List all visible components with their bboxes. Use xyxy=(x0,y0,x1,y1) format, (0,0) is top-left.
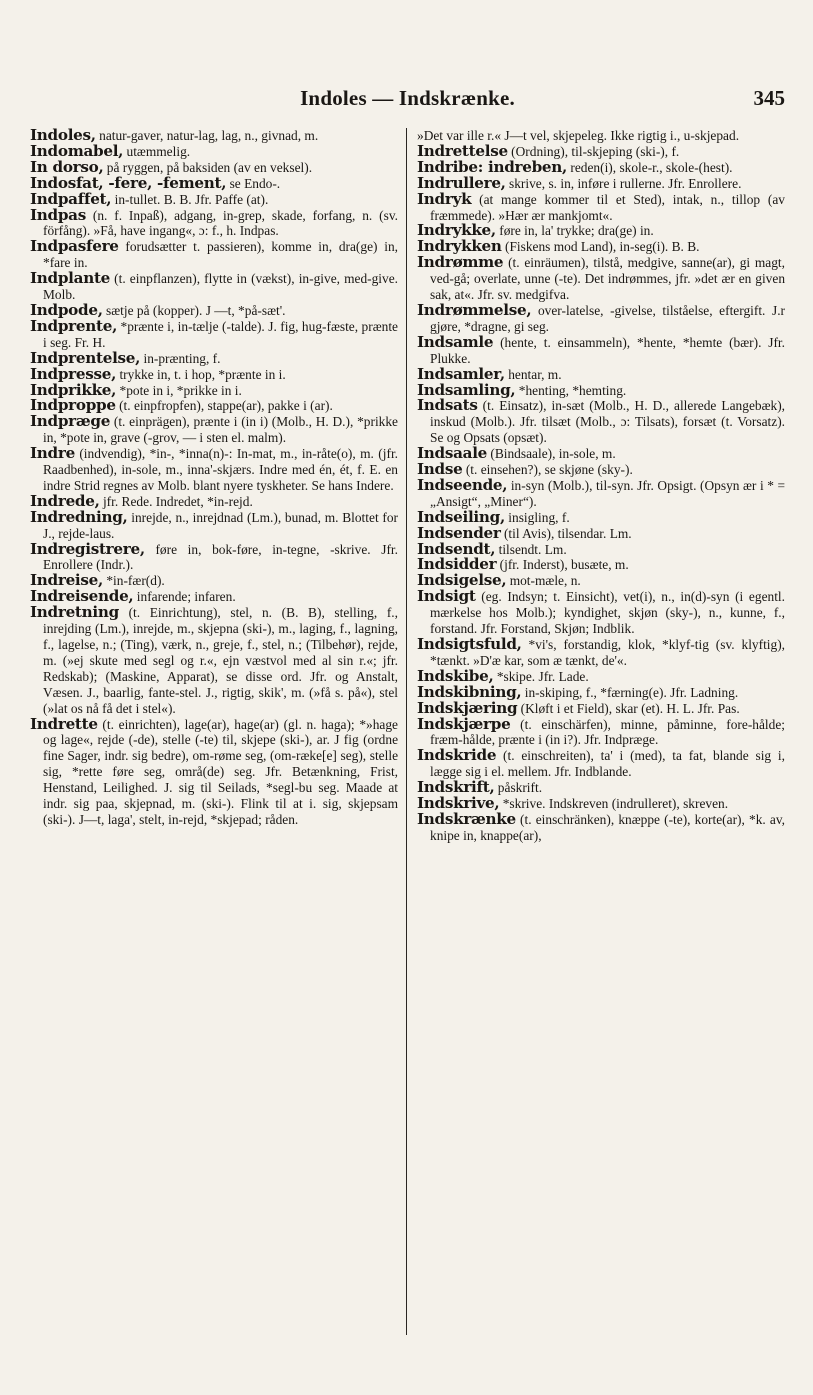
entry-definition: jfr. Rede. Indredet, *in-rejd. xyxy=(99,493,253,509)
entry-headword: Indryk xyxy=(417,189,472,208)
entry-definition: (indvendig), *in-, *inna(n)-: In-mat, m., in-råte(o), m. (jfr. Raadbenhed), in-sole, m., inna'-skjærs. Indre med én, ét, f. E. en indre Strid regnes av Molb. blant nyere tyskheter. Se hans Indere. xyxy=(43,446,399,493)
entry-headword: Indpresse, xyxy=(30,364,117,383)
entry-definition: (eg. Indsyn; t. Einsicht), vet(i), n., in(d)-syn (i egentl. mærkelse hos Molb.); kyndighet, skjøn (sky-), n., kunne, f., forstand. Jfr. Forstand, Skjøn; Indblik. xyxy=(430,589,786,637)
entry-definition: utæmmelig. xyxy=(123,143,191,159)
entry-definition: føre in, la' trykke; dra(ge) in. xyxy=(495,223,654,239)
entry-headword: Indplante xyxy=(30,269,111,288)
entry-definition: in-tullet. B. B. Jfr. Paffe (at). xyxy=(111,191,269,207)
entry-headword: Indrettelse xyxy=(417,141,508,160)
entry-headword: Indseende, xyxy=(417,475,508,494)
entry-definition: (t. einräumen), tilstå, medgive, sanne(ar), gi magt, ved-gå; overlate, unne (-te). Det indrømmes, jfr. »det ær en given sak, at«. Jfr. sv. medgifva. xyxy=(430,255,786,303)
dictionary-entry xyxy=(417,446,785,462)
entry-headword: Indpræge xyxy=(30,412,111,431)
entry-definition: over-latelse, -givelse, tilståelse, eftergift. J.r gjøre, *dragne, gi seg. xyxy=(430,302,786,334)
entry-definition: infarende; infaren. xyxy=(133,589,236,605)
entry-definition: (at mange kommer til et Sted), intak, n., tillop (av fræmmede). »Hær ær mankjomt«. xyxy=(430,191,786,223)
entry-headword: Indpode, xyxy=(30,300,103,319)
text-columns xyxy=(30,128,785,1335)
entry-headword: Indprentelse, xyxy=(30,348,141,367)
entry-headword: Indskrive, xyxy=(417,794,500,813)
entry-headword: Indpasfere xyxy=(30,237,119,256)
entry-headword: Indsats xyxy=(417,396,478,415)
entry-definition: (t. einschärfen), minne, påminne, fore-hålde; fræm-hålde, prænte i (in i?). Jfr. Indpræge. xyxy=(430,716,786,748)
entry-definition: *henting, *hemting. xyxy=(515,382,627,398)
dictionary-entry xyxy=(30,239,398,271)
entry-definition: på ryggen, på baksiden (av en veksel). xyxy=(103,159,313,175)
entry-headword: Indsidder xyxy=(417,555,497,574)
entry-headword: Indsigelse, xyxy=(417,571,507,590)
entry-headword: Indoles, xyxy=(30,128,96,144)
entry-definition: (jfr. Inderst), busæte, m. xyxy=(496,557,629,573)
entry-headword: Indskjærpe xyxy=(417,714,511,733)
entry-definition: (t. einpfropfen), stappe(ar), pakke i (ar). xyxy=(115,398,333,414)
entry-headword: Indskrift, xyxy=(417,778,495,797)
entry-definition: *pote in i, *prikke in i. xyxy=(116,382,242,398)
entry-definition: skrive, s. in, inføre i rullerne. Jfr. Enrollere. xyxy=(505,175,742,191)
entry-definition: in-prænting, f. xyxy=(140,350,221,366)
entry-headword: Indsamler, xyxy=(417,364,505,383)
dictionary-entry xyxy=(30,714,399,828)
entry-definition: (hente, t. einsammeln), *hente, *hemte (bær). Jfr. Plukke. xyxy=(430,334,786,366)
entry-definition: (Bindsaale), in-sole, m. xyxy=(487,446,616,462)
entry-headword: Indregistrere, xyxy=(30,539,145,558)
entry-definition: (t. Einsatz), in-sæt (Molb., H. D., allerede Langebæk), inskud (Molb.). Jfr. tilsæt (Molb., ɔ: Tilsats), forsæt (t. Vorsatz). Se og Opsats (opsæt). xyxy=(430,398,786,446)
dictionary-entry xyxy=(417,332,786,367)
entry-definition: »Det var ille r.« J—t vel, skjepeleg. Ikke rigtig i., u-skjepad. xyxy=(417,128,740,143)
entry-definition: (Ordning), til-skjeping (ski-), f. xyxy=(507,143,680,159)
dictionary-entry xyxy=(417,809,786,844)
entry-headword: Indpas xyxy=(30,205,86,224)
entry-headword: In dorso, xyxy=(30,157,104,176)
entry-definition: *vi's, forstandig, klok, *klyf-tig (sv. klyftig), *tænkt. »D'æ kar, som æ tænkt, de'«. xyxy=(430,637,786,668)
entry-headword: Indskibning, xyxy=(417,682,522,701)
entry-definition: trykke in, t. i hop, *prænte in i. xyxy=(116,366,286,382)
left-column xyxy=(30,128,398,1335)
entry-headword: Indskjæring xyxy=(417,698,518,717)
entry-headword: Indrette xyxy=(30,714,98,733)
dictionary-entry xyxy=(417,255,785,303)
entry-headword: Indrømmelse, xyxy=(417,300,532,319)
entry-definition: inrejde, n., inrejdnad (Lm.), bunad, m. Blottet for J., rejde-laus. xyxy=(43,509,399,541)
entry-definition: (til Avis), tilsendar. Lm. xyxy=(500,525,632,541)
entry-headword: Indse xyxy=(417,460,463,479)
entry-definition: se Endo-. xyxy=(226,175,281,191)
entry-headword: Indrullere, xyxy=(417,173,506,192)
entry-headword: Indsender xyxy=(417,523,501,542)
dictionary-entry xyxy=(417,398,785,446)
entry-definition: hentar, m. xyxy=(504,366,562,382)
dictionary-entry xyxy=(30,539,399,574)
dictionary-entry xyxy=(417,637,785,669)
entry-definition: føre in, bok-føre, in-tegne, -skrive. Jfr. Enrollere (Indr.). xyxy=(43,541,399,573)
entry-definition: (t. einrichten), lage(ar), hage(ar) (gl. n. haga); *»hage og lage«, rejde (-de), stelle (-te) til, skjepe (ski-), ar. J fig (ordne fine Sager, indr. sig bedre), om-røme seg, (om-ræke[e] seg), stelle sig, *rette føre seg, områ(de) seg. Jfr. Betænkning, Frist, Henstand, Leilighed. J. sig til Seilads, *segl-bu seg. Maade at indr. sig paa, skjepnad, m. (ski-). Flink til at i. sig, skjepsam (ski-). J—t, laga', stelt, in-rejd, *skjepad; råden. xyxy=(43,716,399,827)
entry-headword: Indredning, xyxy=(30,507,128,526)
entry-definition: (t. einprägen), prænte i (in i) (Molb., H. D.), *prikke in, *pote in, grave (-grov, — i sten el. malm). xyxy=(43,414,399,446)
dictionary-entry xyxy=(417,300,786,335)
entry-headword: Indsigt xyxy=(417,587,476,606)
entry-definition: (t. Einrichtung), stel, n. (B. B), stelling, f., inrejding (Lm.), inrejde, m., skjepna (ski-), m., laging, f., lagning, f., lagelse, n.; (Ting), værk, n., greje, f., stel, n.; (Tilbehør), rejde, m. (»ej skute med segl og r.«, ejn væstvol med al sin r.«; jfr. Redskab); (Maskine, Apparat), se disse ord. Jfr. og Anstalt, Væsen. J., baarlig, fante-stel. J., rigtig, skik', m. (»få s. på«), stel (»lat os nå få det i stel«). xyxy=(43,605,399,716)
dictionary-entry xyxy=(30,271,398,303)
entry-definition: (Kløft i et Field), skar (et). H. L. Jfr. Pas. xyxy=(517,700,740,716)
entry-headword: Indomabel, xyxy=(30,141,124,160)
entry-definition: (t. einschränken), knæppe (-te), korte(ar), *k. av, knipe in, knappe(ar), xyxy=(430,811,786,843)
dictionary-entry xyxy=(417,475,786,510)
entry-definition: *in-fær(d). xyxy=(103,573,165,589)
dictionary-entry xyxy=(417,173,785,192)
dictionary-entry xyxy=(417,748,785,780)
entry-headword: Indpaffet, xyxy=(30,189,112,208)
entry-headword: Indreisende, xyxy=(30,587,134,606)
entry-definition: natur-gaver, natur-lag, lag, n., givnad, m. xyxy=(95,128,319,143)
entry-headword: Indskibe, xyxy=(417,666,494,685)
entry-definition: *skipe. Jfr. Lade. xyxy=(493,668,589,684)
entry-headword: Indsendt, xyxy=(417,539,496,558)
entry-definition: påskrift. xyxy=(494,780,543,796)
entry-definition: *skrive. Indskreven (indrulleret), skreven. xyxy=(499,796,729,812)
entry-headword: Indseiling, xyxy=(417,507,505,526)
entry-definition: (t. einsehen?), se skjøne (sky-). xyxy=(462,462,633,478)
entry-headword: Indosfat, -fere, -fement, xyxy=(30,173,227,192)
entry-definition: forudsætter t. passieren), komme in, dra(ge) in, *fare in. xyxy=(43,239,399,271)
right-column xyxy=(417,128,785,1335)
page-number: 345 xyxy=(753,86,785,110)
entry-headword: Indproppe xyxy=(30,396,116,415)
entry-headword: Indribe: indreben, xyxy=(417,157,568,176)
entry-headword: Indrykken xyxy=(417,237,502,256)
dictionary-entry xyxy=(417,589,785,637)
entry-headword: Indreise, xyxy=(30,571,104,590)
entry-headword: Indrykke, xyxy=(417,221,496,240)
entry-headword: Indskride xyxy=(417,746,497,765)
dictionary-entry xyxy=(30,316,399,351)
entry-headword: Indretning xyxy=(30,603,119,622)
entry-definition: reden(i), skole-r., skole-(hest). xyxy=(567,159,733,175)
dictionary-entry xyxy=(417,714,786,749)
entry-definition: insigling, f. xyxy=(504,509,570,525)
entry-headword: Indrømme xyxy=(417,253,504,272)
entry-definition: (t. einschreiten), ta' i (med), ta fat, blande sig i, lægge sig i el. mellem. Jfr. Indblande. xyxy=(430,748,786,780)
entry-headword: Indprikke, xyxy=(30,380,117,399)
entry-headword: Indprente, xyxy=(30,316,118,335)
entry-headword: Indskrænke xyxy=(417,809,516,828)
dictionary-entry xyxy=(30,507,399,542)
entry-definition: in-skiping, f., *færning(e). Jfr. Ladning. xyxy=(521,684,739,700)
entry-definition: (n. f. Inpaß), adgang, in-grep, skade, forfang, n. (sv. förfång). »Få, have ingang«, ɔ: f., h. Indpas. xyxy=(43,207,399,239)
entry-definition: in-syn (Molb.), til-syn. Jfr. Opsigt. (Opsyn ær i * = „Ansigt“, „Miner“). xyxy=(430,477,786,509)
entry-definition: *prænte i, in-tælje (-talde). J. fig, hug-fæste, prænte i seg. Fr. H. xyxy=(43,318,399,350)
entry-headword: Indsamle xyxy=(417,332,494,351)
entry-definition: sætje på (kopper). J —t, *på-sæt'. xyxy=(102,302,286,318)
entry-headword: Indrede, xyxy=(30,491,100,510)
dictionary-entry xyxy=(417,189,786,224)
entry-headword: Indsigtsfuld, xyxy=(417,635,522,653)
dictionary-entry xyxy=(30,605,398,716)
page-title: Indoles — Indskrænke. xyxy=(300,86,515,110)
entry-definition: mot-mæle, n. xyxy=(506,573,581,589)
entry-headword: Indsamling, xyxy=(417,380,516,399)
entry-definition: (t. einpflanzen), flytte in (vækst), in-give, med-give. Molb. xyxy=(43,271,399,303)
dictionary-entry xyxy=(30,205,399,240)
entry-definition: tilsendt. Lm. xyxy=(495,541,567,557)
dictionary-entry xyxy=(30,414,398,446)
column-divider xyxy=(406,128,407,1335)
entry-headword: Indre xyxy=(30,444,75,463)
entry-definition: (Fiskens mod Land), in-seg(i). B. B. xyxy=(501,239,700,255)
page-header xyxy=(30,86,785,114)
entry-headword: Indsaale xyxy=(417,444,488,463)
dictionary-entry xyxy=(30,446,398,494)
